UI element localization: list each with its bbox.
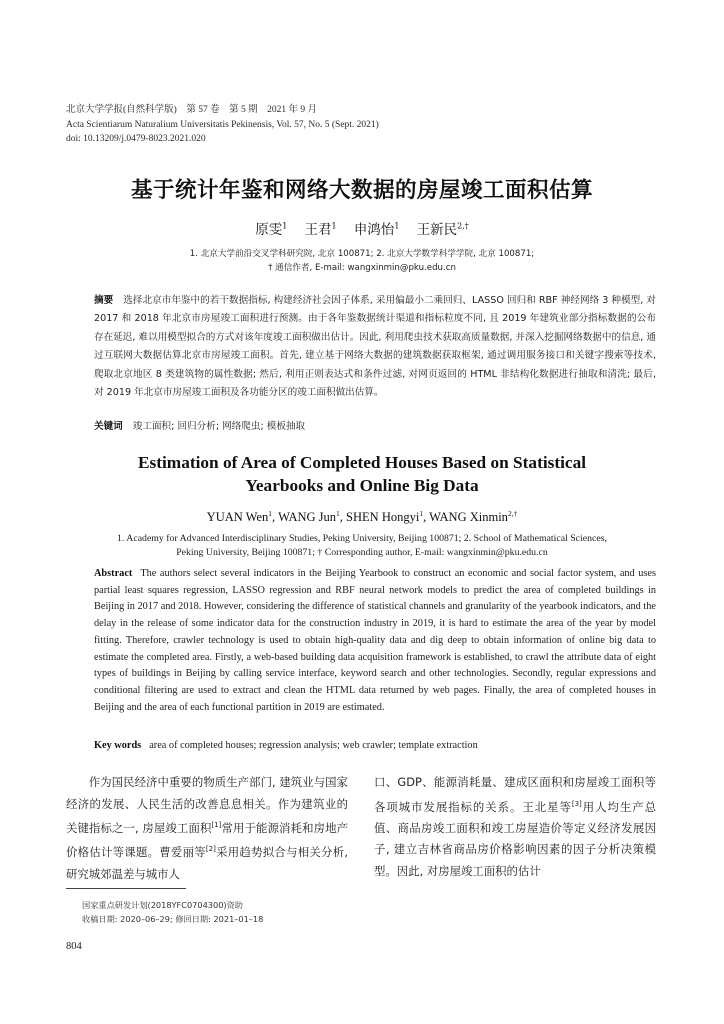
citation-line-en: Acta Scientiarum Naturalium Universitatis Pekinensis, Vol. 57, No. 5 (Sept. 2021) (66, 119, 379, 130)
author-en: WANG Jun$^1$ (278, 509, 340, 525)
author-cn: 王君$^1$ (304, 221, 337, 238)
keywords-en-text: area of completed houses; regression analysis; web crawler; template extraction (149, 740, 478, 751)
keywords-en-label: Key words (94, 740, 142, 751)
authors-en: YUAN Wen$^1$, WANG Jun$^1$, SHEN Hongyi$^1$, WANG Xinmin$^{2,\dagger}$ (206, 509, 518, 525)
corresponding-author-cn: † 通信作者, E-mail: wangxinmin@pku.edu.cn (268, 263, 456, 273)
abstract-cn (94, 292, 656, 402)
keywords-en (94, 740, 656, 751)
page-number: 804 (66, 941, 82, 952)
author-en: WANG Xinmin$^{2,\dagger}$ (429, 509, 518, 525)
affiliations-en (72, 532, 652, 560)
abstract-cn-label: 摘要 (94, 295, 114, 306)
body-column-left: 作为国民经济中重要的物质生产部门, 建筑业与国家经济的发展、人民生活的改善息息相关。作为建筑业的关键指标之一, 房屋竣工面积[1]常用于能源消耗和房地产价格估计等课题。曹爱丽等[2]采用趋势拟合与相关分析, 研究城郊温差与城市人 (66, 775, 348, 881)
footnote-divider (66, 888, 186, 889)
author-cn: 原雯$^1$ (255, 221, 288, 238)
citation-line-cn: 北京大学学报(自然科学版) 第 57 卷 第 5 期 2021 年 9 月 (66, 105, 317, 115)
abstract-en-text: The authors select several indicators in the Beijing Yearbook to construct an economic and social factor system, and uses partial least squares regression, LASSO regression and RBF neural network models to predict the area of completed buildings in Beijing in 2017 and 2018. However, considering the difference of statistical channels and granularity of the yearbook indicators, and the delay in the release of some indicator data for the construction industry in 2019, it is hard to estimate the area of the year by model fitting. Therefore, crawler technology is used to obtain high-quality data and dig deep to obtain information of online big data to estimate the completed area. Firstly, a web-based building data acquisition framework is established, to crawl the attribute data of eight types of buildings in Beijing by calling service interface, keyword search and other technologies. Secondly, regular expressions and conditional filtering are used to extract and clean the HTML data returned by web pages. Finally, the area of completed houses in Beijing and the area of each functional partition in 2019 are estimated. (94, 568, 656, 713)
author-en: YUAN Wen$^1$ (206, 509, 273, 525)
received-dates: 收稿日期: 2020–06–29; 修回日期: 2021–01–18 (82, 914, 264, 924)
journal-citation (66, 103, 646, 147)
keywords-cn-label: 关键词 (94, 421, 123, 432)
authors-cn (210, 218, 514, 238)
citation-ref[interactable]: [2] (205, 845, 216, 854)
paper-title-en: Estimation of Area of Completed Houses Based on Statistical Yearbooks and Online Big Data (137, 453, 587, 495)
abstract-en-label: Abstract (94, 568, 133, 579)
funding-note: 国家重点研发计划(2018YFC0704300)资助 (82, 900, 243, 910)
paper-title-cn: 基于统计年鉴和网络大数据的房屋竣工面积估算 (130, 178, 593, 203)
author-cn: 王新民$^{2,\dagger}$ (416, 221, 469, 238)
author-en: SHEN Hongyi$^1$ (346, 509, 424, 525)
doi-line: doi: 10.13209/j.0479-8023.2021.020 (66, 134, 206, 144)
footnotes (82, 898, 482, 926)
affiliation-en-line: 1. Academy for Advanced Interdisciplinary Studies, Peking University, Beijing 100871; 2. School of Mathematical Sciences, (117, 533, 607, 544)
corresponding-author-en: Peking University, Beijing 100871; † Corresponding author, E-mail: wangxinmin@pku.edu.cn (176, 546, 548, 558)
affiliation-cn-line: 1. 北京大学前沿交叉学科研究院, 北京 100871; 2. 北京大学数学科学学院, 北京 100871; (189, 249, 535, 259)
abstract-en (94, 566, 656, 716)
body-column-right: 口、GDP、能源消耗量、建成区面积和房屋竣工面积等各项城市发展指标的关系。王北星等[3]用人均生产总值、商品房竣工面积和竣工房屋造价等定义经济发展因子, 建立吉林省商品房价格影响因素的因子分析决策模型。因此, 对房屋竣工面积的估计 (374, 775, 656, 878)
citation-ref[interactable]: [1] (211, 821, 222, 829)
affiliations-cn (60, 247, 664, 275)
citation-ref[interactable]: [3] (571, 799, 582, 808)
author-cn: 申鸿怡$^1$ (353, 221, 400, 238)
keywords-cn (94, 418, 656, 432)
keywords-cn-text: 竣工面积; 回归分析; 网络爬虫; 模板抽取 (132, 421, 306, 432)
abstract-cn-text: 选择北京市年鉴中的若干数据指标, 构建经济社会因子体系, 采用偏最小二乘回归、LASSO 回归和 RBF 神经网络 3 种模型, 对 2017 和 2018 年北京市房屋竣工面积进行预测。由于各年鉴数据统计渠道和指标粒度不同, 且 2019 年建筑业部分指标数据的公布存在延迟, 难以用模型拟合的方式对该年度竣工面积做出估计。因此, 利用爬虫技术获取高质量数据, 并深入挖掘网络数据中的信息, 通过互联网大数据估算北京市房屋竣工面积。首先, 建立基于网络大数据的建筑数据获取框架, 通过调用服务接口和关键字搜索等技术, 爬取北京地区 8 类建筑物的属性数据; 然后, 利用正则表达式和条件过滤, 对网页返回的 HTML 非结构化数据进行抽取和清洗; 最后, 对 2019 年北京市房屋竣工面积及各功能分区的竣工面积做出估算。 (94, 295, 656, 399)
